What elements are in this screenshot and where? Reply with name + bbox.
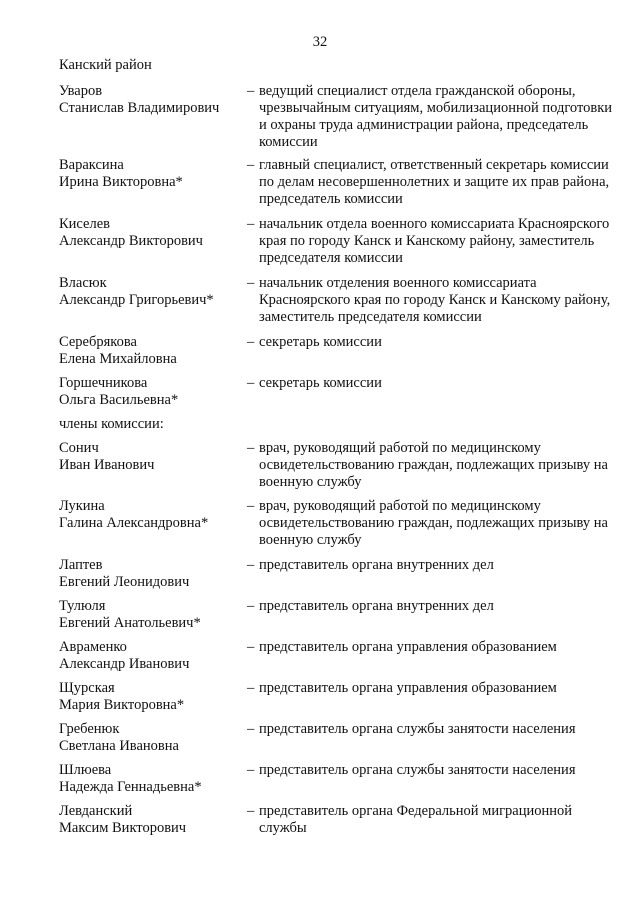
member-name: [59, 334, 244, 368]
role-text: представитель органа Федеральной миграционной службы: [259, 803, 573, 836]
member-name: [59, 216, 244, 250]
role-dash: –: [247, 639, 255, 655]
role-dash: –: [247, 680, 255, 696]
role-text: начальник отделения военного комиссариата Красноярского края по городу Канск и Канскому району, заместитель председателя комиссии: [259, 275, 611, 325]
member-surname: Вараксина: [59, 157, 124, 173]
member-surname: Левданский: [59, 803, 133, 819]
member-role: [247, 557, 615, 574]
member-role: [247, 498, 615, 549]
member-given-names: Иван Иванович: [59, 457, 155, 473]
member-name: [59, 440, 244, 474]
role-dash: –: [247, 375, 255, 391]
member-given-names: Ольга Васильевна*: [59, 392, 179, 408]
district-heading: Канский район: [59, 57, 152, 73]
member-name: [59, 639, 244, 673]
member-given-names: Мария Викторовна*: [59, 697, 185, 713]
role-dash: –: [247, 721, 255, 737]
member-surname: Щурская: [59, 680, 115, 696]
role-text: ведущий специалист отдела гражданской обороны, чрезвычайным ситуациям, мобилизационной подготовки и охраны труда администрации района, председатель комиссии: [259, 83, 613, 150]
member-role: [247, 680, 615, 697]
role-dash: –: [247, 803, 255, 819]
members-heading: члены комиссии:: [59, 416, 164, 432]
member-given-names: Станислав Владимирович: [59, 100, 220, 116]
member-name: [59, 375, 244, 409]
member-role: [247, 83, 615, 151]
member-role: [247, 803, 615, 837]
member-role: [247, 721, 615, 738]
role-text: врач, руководящий работой по медицинскому освидетельствованию граждан, подлежащих призыву на военную службу: [259, 498, 608, 548]
member-surname: Киселев: [59, 216, 110, 232]
role-dash: –: [247, 498, 255, 514]
member-surname: Уваров: [59, 83, 103, 99]
member-surname: Лаптев: [59, 557, 103, 573]
role-text: представитель органа внутренних дел: [259, 557, 494, 573]
role-text: представитель органа внутренних дел: [259, 598, 494, 614]
member-role: [247, 375, 615, 392]
member-surname: Серебрякова: [59, 334, 137, 350]
member-given-names: Александр Викторович: [59, 233, 203, 249]
member-role: [247, 157, 615, 208]
member-role: [247, 598, 615, 615]
member-role: [247, 762, 615, 779]
role-text: начальник отдела военного комиссариата Красноярского края по городу Канск и Канскому району, заместитель председателя комиссии: [259, 216, 610, 266]
member-name: [59, 721, 244, 755]
member-surname: Сонич: [59, 440, 99, 456]
member-surname: Гребенюк: [59, 721, 120, 737]
member-role: [247, 216, 615, 267]
member-name: [59, 762, 244, 796]
member-given-names: Александр Григорьевич*: [59, 292, 214, 308]
member-given-names: Ирина Викторовна*: [59, 174, 183, 190]
member-name: [59, 275, 244, 309]
member-surname: Власюк: [59, 275, 107, 291]
member-surname: Лукина: [59, 498, 105, 514]
role-text: представитель органа службы занятости населения: [259, 762, 576, 778]
member-name: [59, 157, 244, 191]
role-dash: –: [247, 598, 255, 614]
role-text: секретарь комиссии: [259, 334, 382, 350]
member-name: [59, 83, 244, 117]
member-surname: Горшечникова: [59, 375, 148, 391]
role-dash: –: [247, 83, 255, 99]
member-surname: Авраменко: [59, 639, 127, 655]
member-name: [59, 498, 244, 532]
member-role: [247, 639, 615, 656]
member-given-names: Александр Иванович: [59, 656, 190, 672]
role-dash: –: [247, 440, 255, 456]
member-given-names: Евгений Леонидович: [59, 574, 190, 590]
role-dash: –: [247, 762, 255, 778]
role-text: главный специалист, ответственный секретарь комиссии по делам несовершеннолетних и защите их прав района, председатель комиссии: [259, 157, 610, 207]
member-name: [59, 803, 244, 837]
member-given-names: Максим Викторович: [59, 820, 187, 836]
member-role: [247, 334, 615, 351]
role-dash: –: [247, 275, 255, 291]
member-name: [59, 598, 244, 632]
member-given-names: Евгений Анатольевич*: [59, 615, 201, 631]
member-surname: Шлюева: [59, 762, 112, 778]
role-text: представитель органа управления образованием: [259, 680, 557, 696]
role-dash: –: [247, 157, 255, 173]
member-role: [247, 275, 615, 326]
member-role: [247, 440, 615, 491]
role-text: представитель органа управления образованием: [259, 639, 557, 655]
page-number: 32: [312, 34, 328, 50]
member-given-names: Надежда Геннадьевна*: [59, 779, 202, 795]
member-name: [59, 680, 244, 714]
role-text: секретарь комиссии: [259, 375, 382, 391]
member-name: [59, 557, 244, 591]
member-given-names: Светлана Ивановна: [59, 738, 179, 754]
role-text: врач, руководящий работой по медицинскому освидетельствованию граждан, подлежащих призыву на военную службу: [259, 440, 608, 490]
member-given-names: Галина Александровна*: [59, 515, 209, 531]
member-given-names: Елена Михайловна: [59, 351, 177, 367]
member-surname: Тулюля: [59, 598, 106, 614]
role-dash: –: [247, 216, 255, 232]
role-dash: –: [247, 557, 255, 573]
role-text: представитель органа службы занятости населения: [259, 721, 576, 737]
role-dash: –: [247, 334, 255, 350]
